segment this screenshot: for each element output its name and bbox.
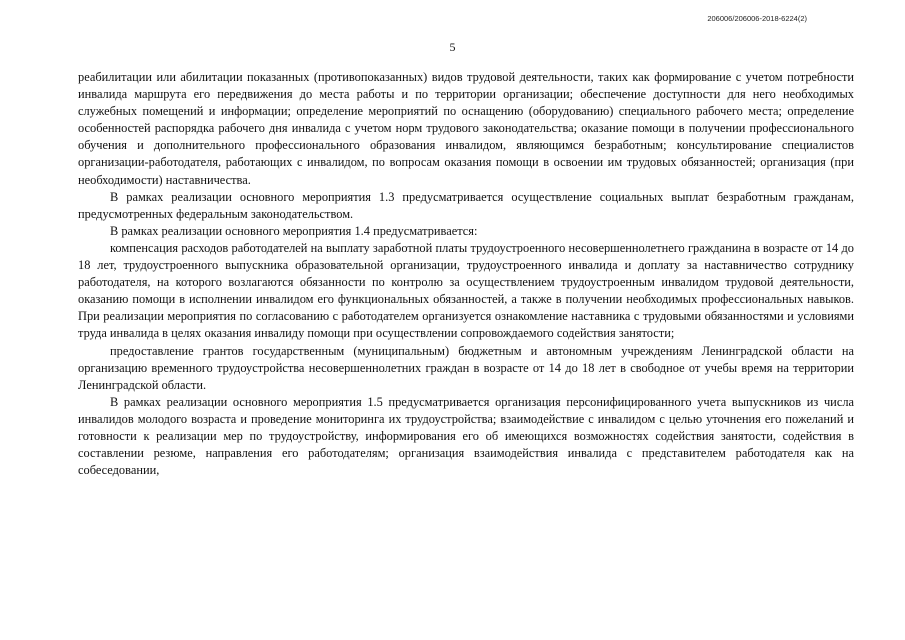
paragraph-measure-1-5: В рамках реализации основного мероприятия 1.5 предусматривается организация персонифицированного учета выпускников из числа инвалидов молодого возраста и проведение мониторинга их трудоустройства; взаимодействие с инвалидом с целью уточнения его пожеланий и готовности к реализации мер по трудоустройству, информирования его об имеющихся возможностях содействия занятости, содействия в составлении резюме, направления его работодателям; организация взаимодействия инвалида с представителем работодателя как на собеседовании, <box>78 394 854 478</box>
document-body <box>78 69 854 479</box>
paragraph-measure-1-3: В рамках реализации основного мероприятия 1.3 предусматривается осуществление социальных выплат безработным гражданам, предусмотренных федеральным законодательством. <box>78 189 854 221</box>
paragraph-grants: предоставление грантов государственным (муниципальным) бюджетным и автономным учреждениям Ленинградской области на организацию временного трудоустройства несовершеннолетних граждан в возрасте от 14 до 18 лет в свободное от учебы время на территории Ленинградской области. <box>78 343 854 392</box>
paragraph-measure-1-4-intro: В рамках реализации основного мероприятия 1.4 предусматривается: <box>110 223 478 238</box>
paragraph-continuation: реабилитации или абилитации показанных (противопоказанных) видов трудовой деятельности, таких как формирование с учетом потребности инвалида маршрута его передвижения до места работы и по территории организации; обеспечение доступности для него необходимых служебных помещений и информации; определение мероприятий по оснащению (оборудованию) специального рабочего места; определение особенностей распорядка рабочего дня инвалида с учетом норм трудового законодательства; оказание помощи в получении профессионального обучения и дополнительного профессионального образования инвалидом, являющимся безработным; консультирование специалистов организации-работодателя, работающих с инвалидом, по вопросам оказания помощи в освоении им трудовых обязанностей; организация (при необходимости) наставничества. <box>78 70 854 187</box>
paragraph-compensation: компенсация расходов работодателей на выплату заработной платы трудоустроенного несовершеннолетнего гражданина в возрасте от 14 до 18 лет, трудоустроенного выпускника образовательной организации, трудоустроенного инвалида и доплату за наставничество сотруднику работодателя, на которого возлагаются обязанности по контролю за осуществлением трудоустроенным инвалидом трудовой деятельности, оказанию помощи в исполнении инвалидом его функциональных обязанностей, а также в получении необходимых профессиональных навыков. При реализации мероприятия по согласованию с работодателем организуется ознакомление наставника с трудовыми обязанностями и условиями труда инвалида в целях оказания инвалиду помощи при осуществлении сопровождаемого содействия занятости; <box>78 240 854 341</box>
document-id: 206006/206006-2018-6224(2) <box>707 14 807 23</box>
page-number: 5 <box>449 40 456 54</box>
